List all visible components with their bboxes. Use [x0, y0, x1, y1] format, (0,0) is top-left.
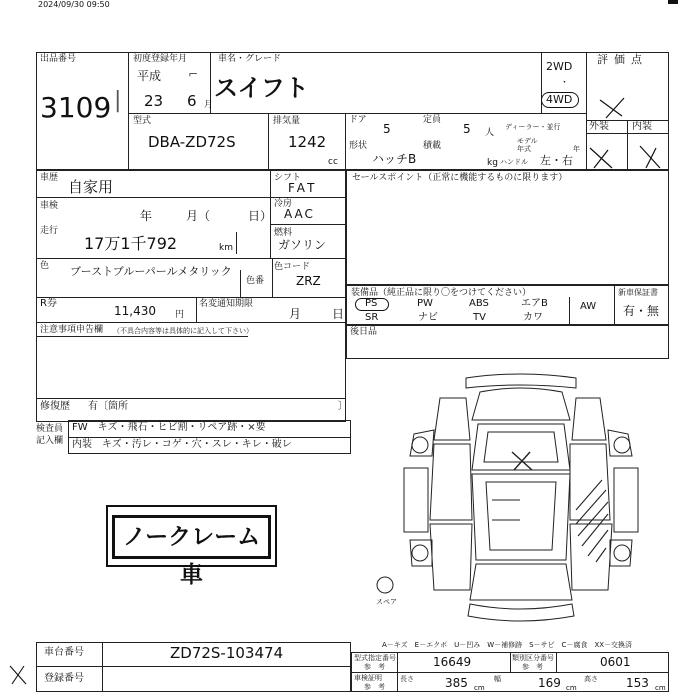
equipment-sr: SR	[365, 312, 379, 323]
color-code-value: ZRZ	[296, 274, 321, 288]
fuel-label: 燃料	[274, 228, 293, 238]
inspector-row1: FW キズ・飛石・ヒビ割・リペア跡・×要	[72, 422, 266, 433]
displacement-label: 排気量	[273, 116, 301, 126]
color-no-label: 色番	[246, 276, 265, 286]
class-no-value: 0601	[600, 655, 631, 669]
damage-legend: A－キズ E－エクボ U－凹み W－補修跡 S－サビ C－腐食 XX－交換済	[382, 641, 633, 649]
repair-value: 有〔箇所	[88, 401, 128, 412]
registration-number-label: 登録番号	[44, 673, 84, 684]
car-name-label: 車名・グレード	[218, 54, 282, 64]
model-year-label1: モデル	[517, 137, 538, 145]
interior-label: 内装	[632, 121, 652, 132]
inspector-label2: 記入欄	[36, 436, 64, 446]
body-shape-value: ハッチB	[372, 152, 417, 166]
notes-label: 注意事項申告欄	[40, 325, 104, 335]
displacement-value: 1242	[288, 133, 327, 151]
body-shape-label: 形状	[349, 141, 368, 151]
length-value: 385	[445, 676, 468, 690]
repair-end: 〕	[338, 401, 348, 412]
handle-value: 左・右	[540, 154, 573, 167]
chassis-label: 車台番号	[44, 647, 84, 658]
type-no-label2: 参 考	[364, 663, 385, 671]
class-no-label1: 類別区分番号	[512, 654, 554, 662]
sales-point-label: セールスポイント（正常に機能するものに限ります）	[352, 173, 568, 183]
equipment-tv: TV	[473, 312, 486, 323]
inspection-day-unit: 日）	[248, 209, 273, 223]
equipment-label: 装備品（純正品に限り〇をつけてください）	[351, 288, 532, 298]
inspection-label: 車検	[40, 201, 59, 211]
type-no-label1: 型式指定番号	[354, 654, 396, 662]
lot-label: 出品番号	[40, 54, 77, 64]
evaluation-label: 評価点	[597, 53, 648, 66]
era-value: 平成	[137, 69, 162, 83]
equipment-leather: カワ	[523, 312, 543, 323]
no-claim-stamp-text: ノークレーム車	[122, 524, 261, 588]
first-registration-label: 初度登録年月	[133, 54, 188, 64]
fuel-value: ガソリン	[278, 238, 327, 252]
registration-month-unit: 月	[204, 100, 214, 110]
aircon-label: 冷房	[274, 199, 293, 209]
repair-label: 修復歴	[40, 401, 70, 412]
dimensions-label1: 車検証明	[354, 674, 382, 682]
recycle-label: R券	[40, 298, 57, 309]
equipment-ps: PS	[365, 298, 378, 309]
warranty-label: 新車保証書	[618, 288, 658, 297]
chassis-value: ZD72S-103474	[170, 644, 284, 662]
equipment-airbag: エアB	[521, 298, 548, 309]
era-mark: ⌐	[188, 67, 199, 81]
drive-dot: ・	[560, 78, 570, 88]
lot-number: 3109	[40, 91, 112, 124]
color-code-label: 色コード	[274, 262, 311, 272]
inspector-row2: 内装 キズ・汚レ・コゲ・穴・スレ・キレ・破レ	[72, 439, 292, 450]
registration-year: 23	[144, 92, 164, 110]
drive-2wd: 2WD	[546, 60, 573, 73]
mileage-value: 17万1千792	[84, 234, 178, 253]
width-label: 幅	[494, 675, 501, 683]
type-no-value: 16649	[433, 655, 472, 669]
aircon-value: AAC	[284, 207, 315, 221]
exterior-label: 外装	[589, 121, 609, 132]
history-value: 自家用	[68, 178, 114, 196]
capacity-value: 5	[463, 122, 471, 136]
height-value: 153	[626, 676, 649, 690]
height-label: 高さ	[584, 675, 598, 683]
recall-day-unit: 日	[332, 307, 345, 321]
dealer-label: ディーラー・並行	[505, 123, 561, 131]
spare-label: スペア	[376, 598, 397, 606]
equipment-aw: AW	[580, 301, 597, 312]
mileage-unit: km	[219, 243, 233, 253]
color-value: ブーストブルーパールメタリック	[70, 265, 232, 278]
history-label: 車歴	[40, 173, 59, 183]
lot-bracket: |	[114, 88, 122, 113]
car-name-value: スイフト	[214, 74, 309, 102]
model-year-label2: 年式	[517, 145, 531, 153]
equipment-navi: ナビ	[418, 312, 438, 323]
doors-value: 5	[383, 122, 391, 136]
class-no-label2: 参 考	[522, 663, 543, 671]
load-unit: kg	[487, 158, 498, 168]
length-label: 長さ	[400, 675, 414, 683]
shift-value: FAT	[288, 181, 318, 195]
drive-4wd: 4WD	[546, 93, 573, 106]
equipment-abs: ABS	[469, 298, 489, 309]
notes-sub: （不具合内容等は具体的に記入して下さい）	[113, 327, 253, 335]
capacity-label: 定員	[423, 115, 442, 125]
dimensions-label2: 参 考	[364, 683, 385, 691]
width-unit: cm	[566, 684, 577, 692]
rear-item-label: 後日品	[350, 327, 378, 337]
recycle-value: 11,430	[114, 304, 156, 318]
width-value: 169	[538, 676, 561, 690]
color-label: 色	[40, 261, 50, 271]
model-year-unit: 年	[573, 145, 580, 153]
inspector-label1: 検査員	[36, 424, 64, 434]
doors-label: ドア	[349, 115, 367, 125]
displacement-unit: cc	[328, 157, 338, 167]
recycle-unit: 円	[175, 310, 185, 320]
height-unit: cm	[655, 684, 666, 692]
handle-label: ハンドル	[500, 158, 528, 166]
warranty-value: 有・無	[623, 304, 660, 318]
inspection-month-unit: 月（	[186, 209, 211, 223]
model-label: 型式	[133, 116, 152, 126]
model-value: DBA-ZD72S	[148, 133, 236, 151]
equipment-pw: PW	[417, 298, 433, 309]
timestamp: 2024/09/30 09:50	[38, 0, 110, 9]
length-unit: cm	[474, 684, 485, 692]
recall-label: 名変通知期限	[199, 299, 254, 309]
shift-label: シフト	[274, 173, 302, 183]
load-label: 積載	[423, 141, 442, 151]
mileage-label: 走行	[40, 226, 59, 236]
inspection-year-unit: 年	[140, 209, 153, 223]
registration-month: 6	[187, 92, 197, 110]
capacity-unit: 人	[485, 128, 495, 138]
recall-month-unit: 月	[289, 307, 302, 321]
